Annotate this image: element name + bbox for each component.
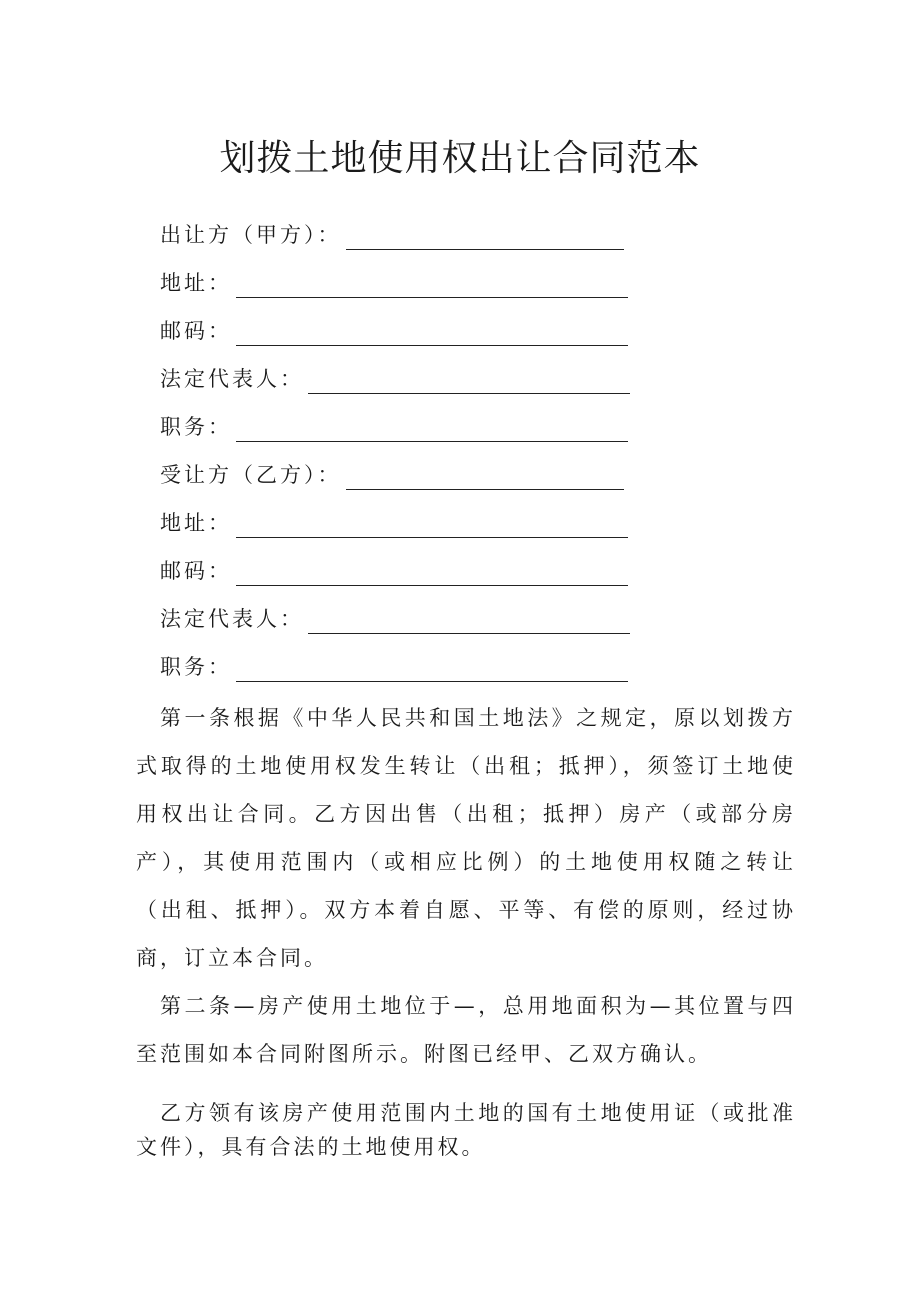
field-label: 邮码： xyxy=(160,319,232,343)
transferee-address-blank[interactable] xyxy=(236,515,628,538)
field-label: 邮码： xyxy=(160,559,232,583)
field-label: 出让方（甲方）： xyxy=(160,223,342,247)
transferee-postcode-field xyxy=(160,556,628,586)
transferor-representative-blank[interactable] xyxy=(308,371,630,394)
document-title: 划拨土地使用权出让合同范本 xyxy=(219,138,701,179)
transferor-representative-field xyxy=(160,364,630,394)
transferor-blank[interactable] xyxy=(346,227,624,250)
transferee-field xyxy=(160,460,624,490)
transferee-postcode-blank[interactable] xyxy=(236,563,628,586)
article-two-paragraph: 第二条—房产使用土地位于—，总用地面积为—其位置与四至范围如本合同附图所示。附图已经甲、乙双方确认。 xyxy=(136,994,796,1066)
transferor-position-blank[interactable] xyxy=(236,419,628,442)
field-label: 职务： xyxy=(160,415,232,439)
transferee-position-field xyxy=(160,652,628,682)
field-label: 法定代表人： xyxy=(160,367,304,391)
field-label: 地址： xyxy=(160,271,232,295)
transferor-postcode-blank[interactable] xyxy=(236,323,628,346)
field-label: 地址： xyxy=(160,511,232,535)
field-label: 法定代表人： xyxy=(160,607,304,631)
transferee-position-blank[interactable] xyxy=(236,659,628,682)
transferor-field xyxy=(160,220,624,250)
transferor-position-field xyxy=(160,412,628,442)
field-label: 职务： xyxy=(160,655,232,679)
transferor-postcode-field xyxy=(160,316,628,346)
transferor-address-field xyxy=(160,268,628,298)
field-label: 受让方（乙方）： xyxy=(160,463,342,487)
transferee-representative-field xyxy=(160,604,630,634)
transferee-blank[interactable] xyxy=(346,467,624,490)
article-one-paragraph: 第一条根据《中华人民共和国土地法》之规定，原以划拨方式取得的土地使用权发生转让（出租；抵押），须签订土地使用权出让合同。乙方因出售（出租；抵押）房产（或部分房产），其使用范围内（或相应比例）的土地使用权随之转让（出租、抵押）。双方本着自愿、平等、有偿的原则，经过协商，订立本合同。 xyxy=(136,706,796,970)
land-certificate-paragraph: 乙方领有该房产使用范围内土地的国有土地使用证（或批准文件），具有合法的土地使用权。 xyxy=(136,1101,796,1159)
transferee-address-field xyxy=(160,508,628,538)
transferor-address-blank[interactable] xyxy=(236,275,628,298)
transferee-representative-blank[interactable] xyxy=(308,611,630,634)
